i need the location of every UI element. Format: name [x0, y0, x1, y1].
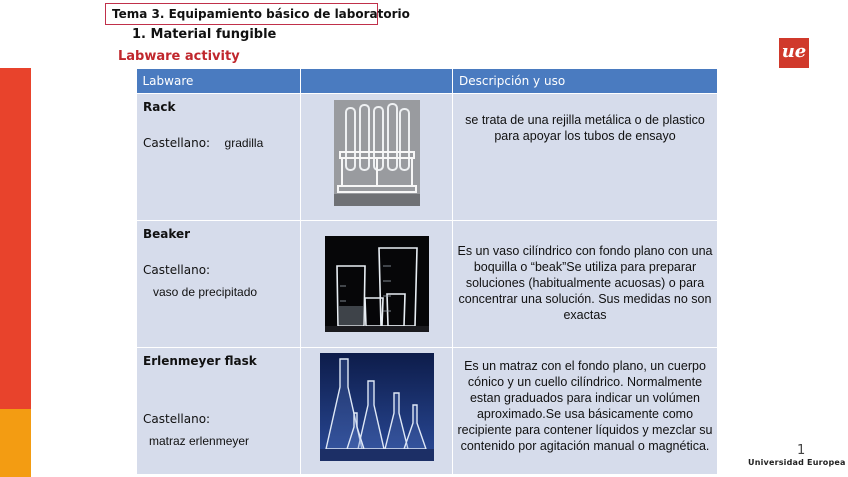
labware-image-cell — [301, 348, 453, 475]
column-header-description: Descripción y uso — [453, 69, 718, 94]
university-logo-icon: ue — [779, 38, 809, 68]
table-header-row — [137, 69, 718, 94]
page-number: 1 — [797, 443, 806, 458]
table-row — [137, 221, 718, 348]
table-row — [137, 94, 718, 221]
labware-name: Rack — [143, 100, 176, 114]
labware-description-cell — [453, 94, 718, 221]
column-header-labware: Labware — [137, 69, 301, 94]
castellano-label: Castellano: — [143, 263, 211, 277]
labware-description: Es un matraz con el fondo plano, un cuerpo cónico y un cuello cilíndrico. Normalmente estan graduados para indicar un volúmen aproximado.Se usa básicamente como recipiente para contener líquidos y mezclar su contenido por agitación manual o magnética. — [457, 359, 713, 453]
castellano-label: Castellano: — [143, 412, 211, 426]
castellano-label: Castellano: — [143, 136, 211, 150]
labware-name: Erlenmeyer flask — [143, 354, 257, 368]
labware-name-cell — [137, 221, 301, 348]
castellano-value: gradilla — [224, 136, 264, 150]
labware-description: se trata de una rejilla metálica o de plastico para apoyar los tubos de ensayo — [465, 113, 705, 143]
side-accent-red — [0, 68, 31, 409]
labware-name: Beaker — [143, 227, 191, 241]
castellano-value: vaso de precipitado — [153, 285, 258, 299]
side-accent-orange — [0, 409, 31, 477]
topic-title: Tema 3. Equipamiento básico de laboratorio — [105, 3, 378, 25]
labware-description-cell — [453, 348, 718, 475]
test-tube-rack-photo-icon — [334, 100, 420, 206]
column-header-image — [301, 69, 453, 94]
castellano-value: matraz erlenmeyer — [149, 434, 250, 448]
activity-title: Labware activity — [118, 49, 240, 64]
labware-name-cell — [137, 348, 301, 475]
labware-image-cell — [301, 221, 453, 348]
labware-image-cell — [301, 94, 453, 221]
footer-brand: Universidad Europea — [748, 458, 846, 467]
labware-table — [136, 69, 718, 475]
table-row — [137, 348, 718, 475]
erlenmeyer-flasks-photo-icon — [320, 353, 434, 461]
labware-description-cell — [453, 221, 718, 348]
section-title: 1. Material fungible — [132, 27, 277, 42]
labware-name-cell — [137, 94, 301, 221]
beakers-photo-icon — [325, 236, 429, 332]
labware-description: Es un vaso cilíndrico con fondo plano con una boquilla o “beak”Se utiliza para preparar soluciones (habitualmente acuosas) o para concentrar una solución. Sus medidas no son exactas — [457, 244, 713, 322]
